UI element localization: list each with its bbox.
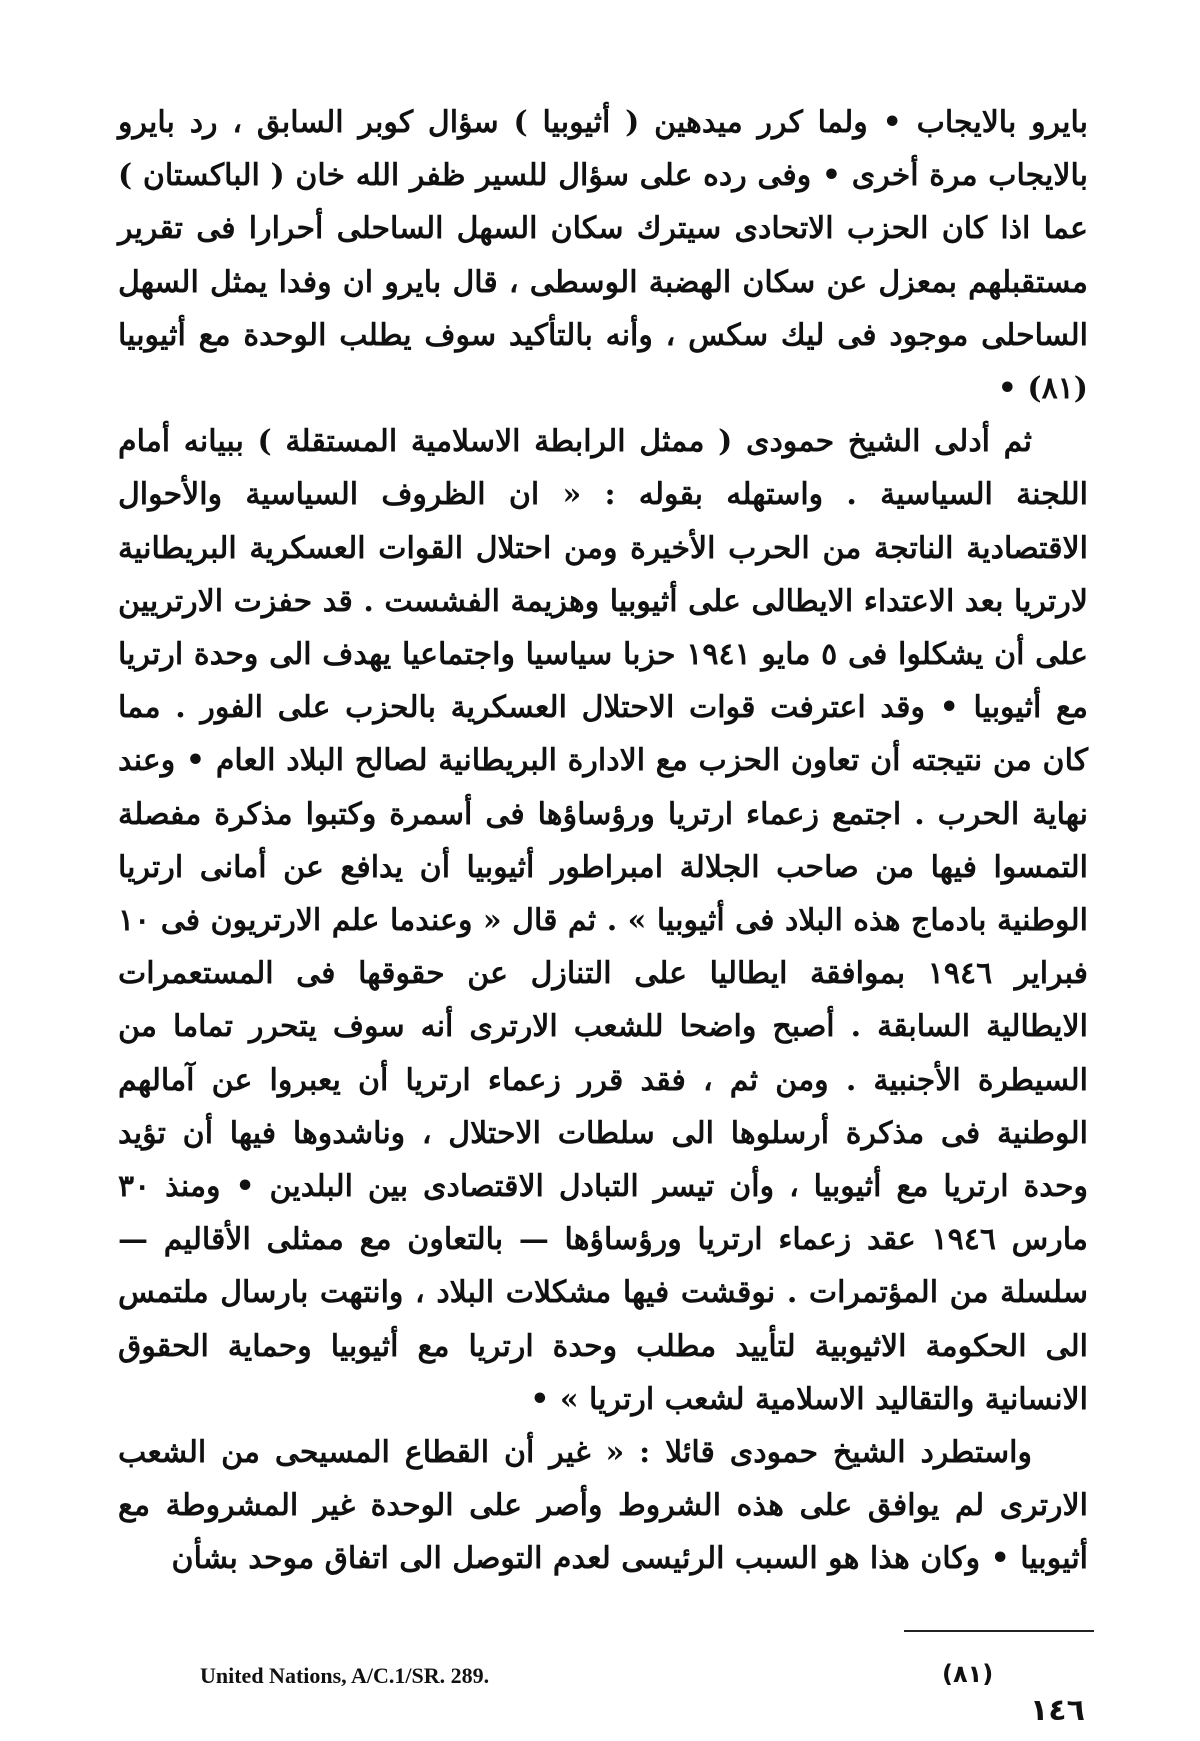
footnote-divider xyxy=(904,1630,1094,1632)
footnote-marker: (٨١) xyxy=(942,1660,994,1688)
paragraph-3: واستطرد الشيخ حمودى قائلا : « غير أن القطاع المسيحى من الشعب الارترى لم يوافق على هذه الشروط وأصر على الوحدة غير المشروطة مع أثيوبيا • وكان هذا هو السبب الرئيسى لعدم التوصل الى اتفاق موحد بشأن xyxy=(118,1435,1088,1577)
footnote-citation: United Nations, A/C.1/SR. 289. xyxy=(200,1663,490,1688)
paragraph-1: بايرو بالايجاب • ولما كرر ميدهين ( أثيوبيا ) سؤال كوبر السابق ، رد بايرو بالايجاب مرة أخرى • وفى رده على سؤال للسير ظفر الله خان ( الباكستان ) عما اذا كان الحزب الاتحادى سيترك سكان السهل الساحلى أحرارا فى تقرير مستقبلهم بمعزل عن سكان الهضبة الوسطى ، قال بايرو ان وفدا يمثل السهل الساحلى موجود فى ليك سكس ، وأنه بالتأكيد سوف يطلب الوحدة مع أثيوبيا (٨١) • xyxy=(118,105,1088,407)
page-number: ١٤٦ xyxy=(1030,1693,1085,1728)
paragraph-2: ثم أدلى الشيخ حمودى ( ممثل الرابطة الاسلامية المستقلة ) ببيانه أمام اللجنة السياسية . واستهله بقوله : « ان الظروف السياسية والأحوال الاقتصادية الناتجة من الحرب الأخيرة ومن احتلال القوات العسكرية البريطانية لارتريا بعد الاعتداء الايطالى على أثيوبيا وهزيمة الفشست . قد حفزت الارتريين على أن يشكلوا فى ٥ مايو ١٩٤١ حزبا سياسيا واجتماعيا يهدف الى وحدة ارتريا مع أثيوبيا • وقد اعترفت قوات الاحتلال العسكرية بالحزب على الفور . مما كان من نتيجته أن تعاون الحزب مع الادارة البريطانية لصالح البلاد العام • وعند نهاية الحرب . اجتمع زعماء ارتريا ورؤساؤها فى أسمرة وكتبوا مذكرة مفصلة التمسوا فيها من صاحب الجلالة امبراطور أثيوبيا أن يدافع عن أمانى ارتريا الوطنية بادماج هذه البلاد فى أثيوبيا » . ثم قال « وعندما علم الارتريون فى ١٠ فبراير ١٩٤٦ بموافقة ايطاليا على التنازل عن حقوقها فى المستعمرات الايطالية السابقة . أصبح واضحا للشعب الارترى أنه سوف يتحرر تماما من السيطرة الأجنبية . ومن ثم ، فقد قرر زعماء ارتريا أن يعبروا عن آمالهم الوطنية فى مذكرة أرسلوها الى سلطات الاحتلال ، وناشدوها فيها أن تؤيد وحدة ارتريا مع أثيوبيا ، وأن تيسر التبادل الاقتصادى بين البلدين • ومنذ ٣٠ مارس ١٩٤٦ عقد زعماء ارتريا ورؤساؤها — بالتعاون مع ممثلى الأقاليم — سلسلة من المؤتمرات . نوقشت فيها مشكلات البلاد ، وانتهت بارسال ملتمس الى الحكومة الاثيوبية لتأييد مطلب وحدة ارتريا مع أثيوبيا وحماية الحقوق الانسانية والتقاليد الاسلامية لشعب ارتريا » • xyxy=(118,424,1088,1417)
body-text xyxy=(118,96,1088,1586)
